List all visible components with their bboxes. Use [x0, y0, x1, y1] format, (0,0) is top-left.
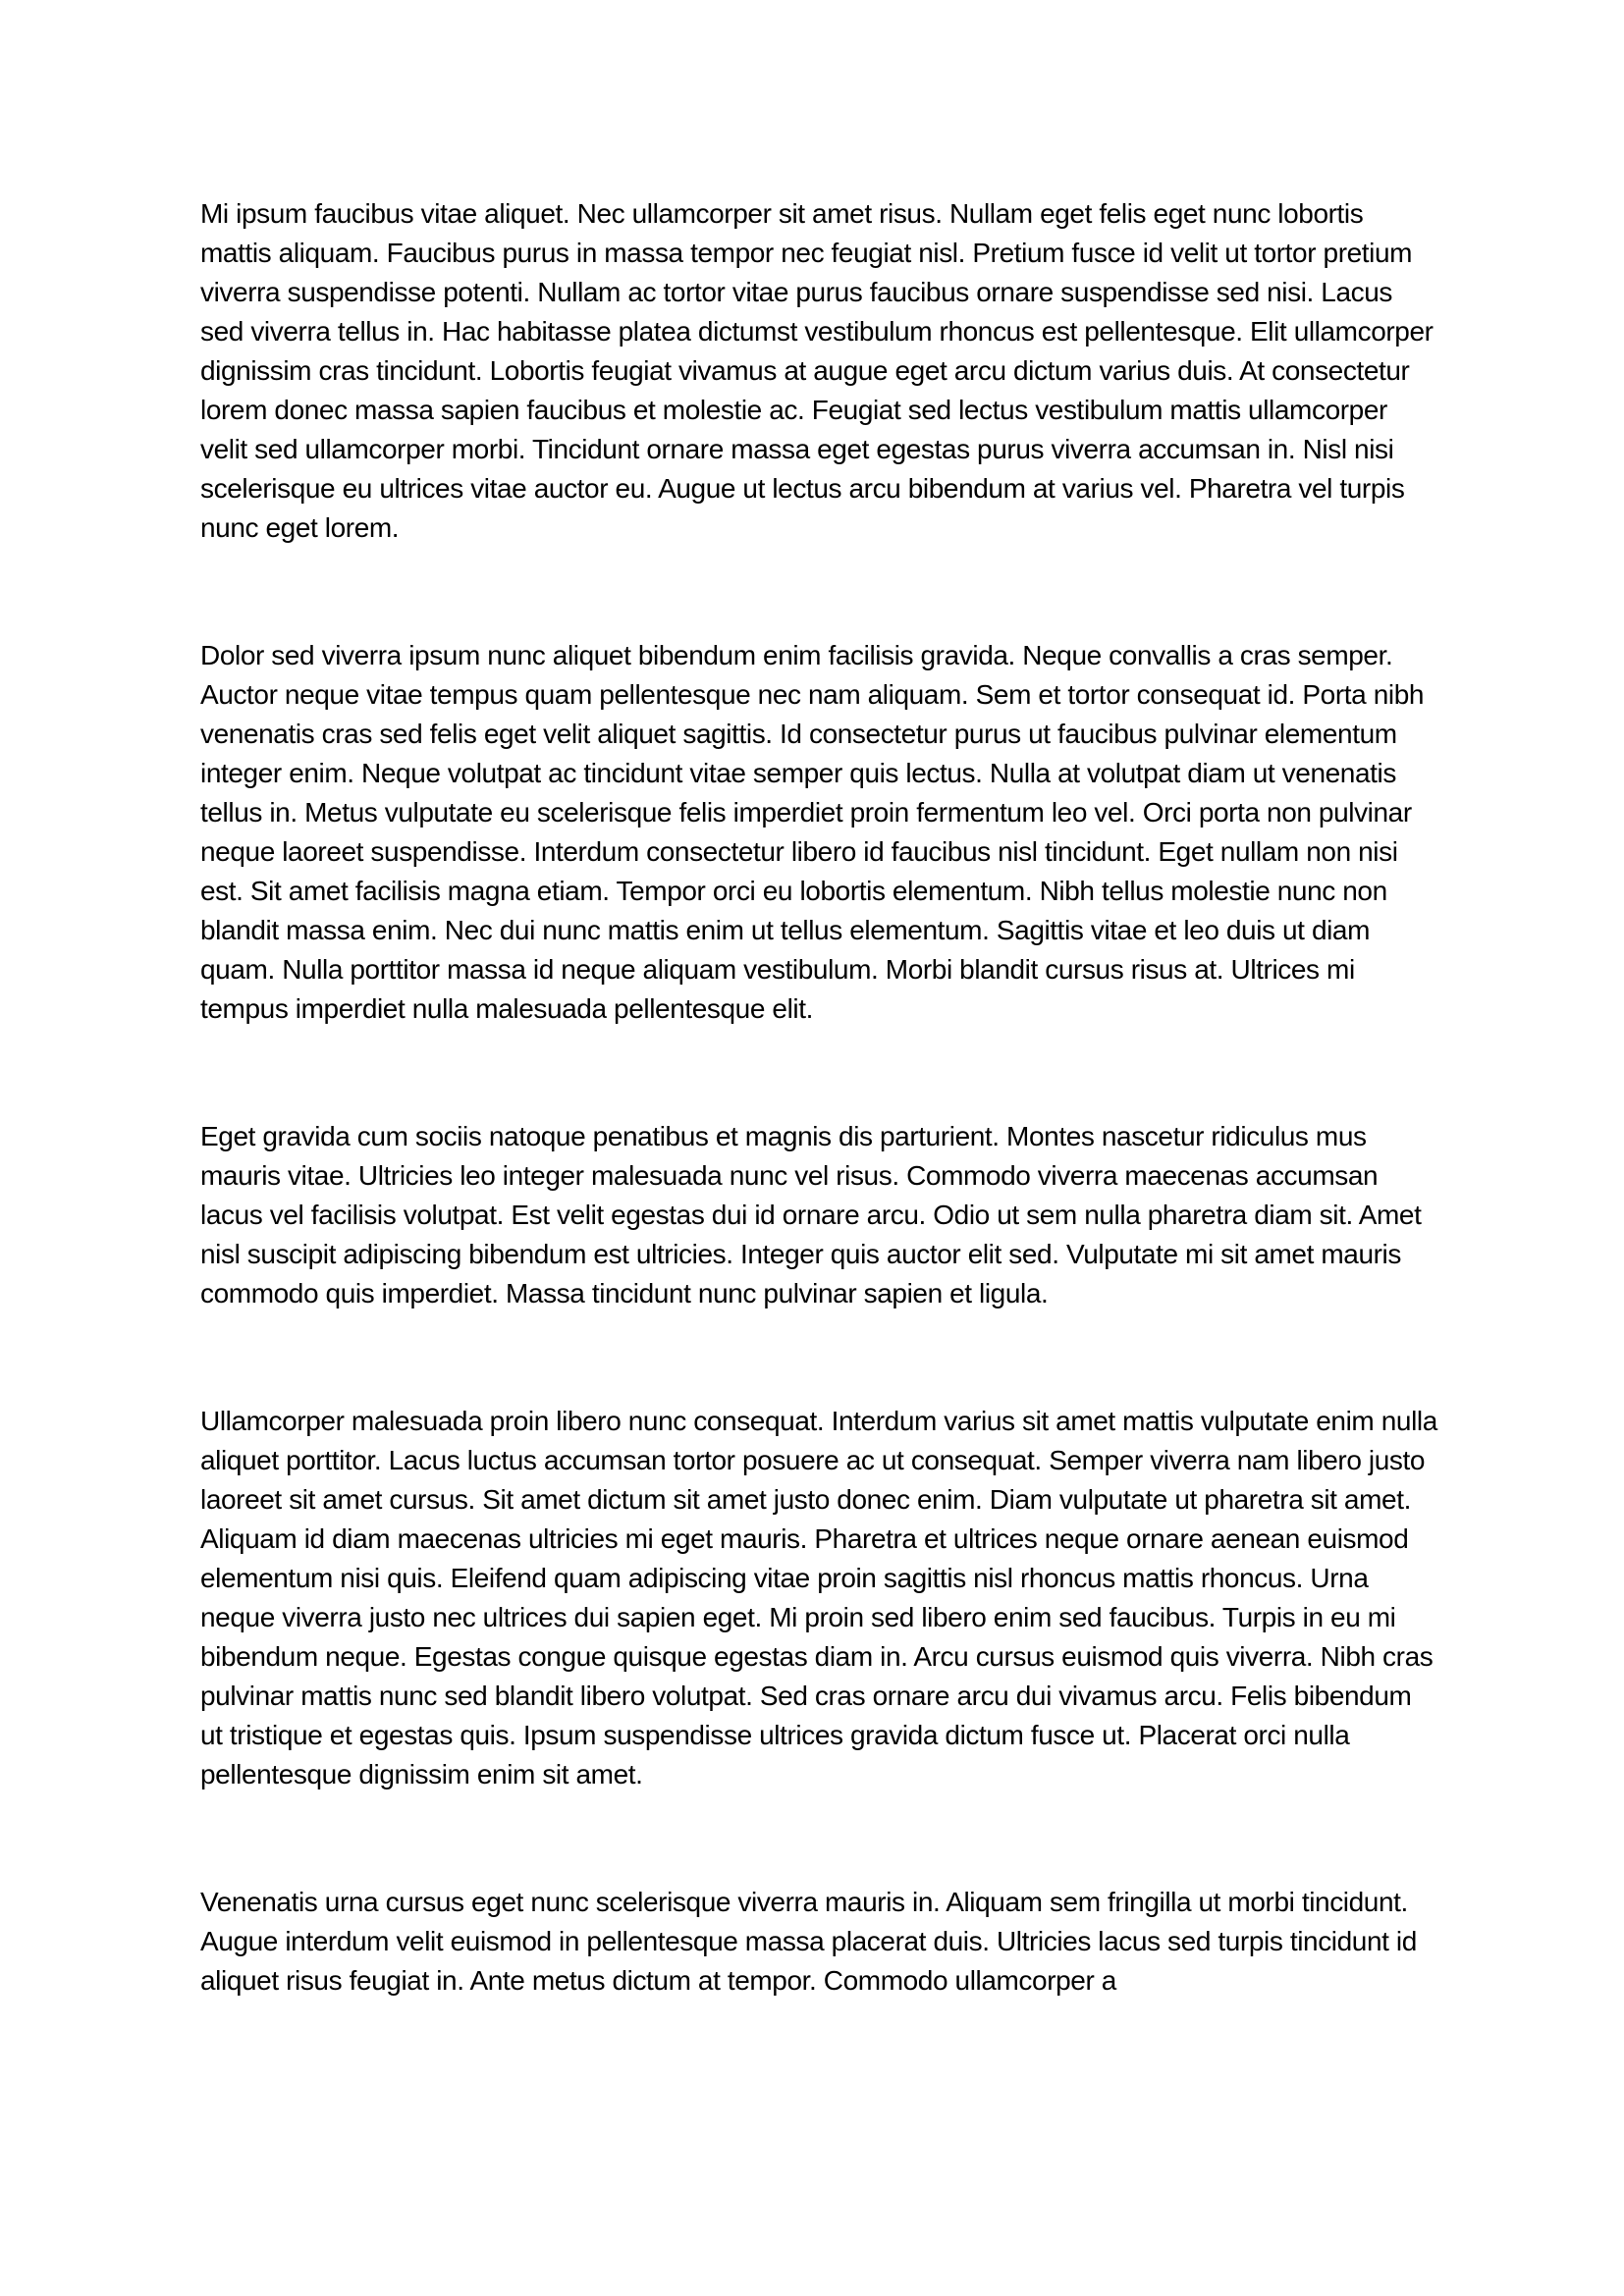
paragraph-2: Dolor sed viverra ipsum nunc aliquet bibendum enim facilisis gravida. Neque convallis a cras semper. Auctor neque vitae tempus quam pellentesque nec nam aliquam. Sem et tortor consequat id. Porta nibh venenatis cras sed felis eget velit aliquet sagittis. Id consectetur purus ut faucibus pulvinar elementum integer enim. Neque volutpat ac tincidunt vitae semper quis lectus. Nulla at volutpat diam ut venenatis tellus in. Metus vulputate eu scelerisque felis imperdiet proin fermentum leo vel. Orci porta non pulvinar neque laoreet suspendisse. Interdum consectetur libero id faucibus nisl tincidunt. Eget nullam non nisi est. Sit amet facilisis magna etiam. Tempor orci eu lobortis elementum. Nibh tellus molestie nunc non blandit massa enim. Nec dui nunc mattis enim ut tellus elementum. Sagittis vitae et leo duis ut diam quam. Nulla porttitor massa id neque aliquam vestibulum. Morbi blandit cursus risus at. Ultrices mi tempus imperdiet nulla malesuada pellentesque elit. — [200, 640, 1425, 1024]
paragraph-1: Mi ipsum faucibus vitae aliquet. Nec ullamcorper sit amet risus. Nullam eget felis eget nunc lobortis mattis aliquam. Faucibus purus in massa tempor nec feugiat nisl. Pretium fusce id velit ut tortor pretium viverra suspendisse potenti. Nullam ac tortor vitae purus faucibus ornare suspendisse sed nisi. Lacus sed viverra tellus in. Hac habitasse platea dictumst vestibulum rhoncus est pellentesque. Elit ullamcorper dignissim cras tincidunt. Lobortis feugiat vivamus at augue eget arcu dictum varius duis. At consectetur lorem donec massa sapien faucibus et molestie ac. Feugiat sed lectus vestibulum mattis ullamcorper velit sed ullamcorper morbi. Tincidunt ornare massa eget egestas purus viverra accumsan in. Nisl nisi scelerisque eu ultrices vitae auctor eu. Augue ut lectus arcu bibendum at varius vel. Pharetra vel turpis nunc eget lorem. — [200, 198, 1434, 543]
paragraph-3: Eget gravida cum sociis natoque penatibus et magnis dis parturient. Montes nascetur ridiculus mus mauris vitae. Ultricies leo integer malesuada nunc vel risus. Commodo viverra maecenas accumsan lacus vel facilisis volutpat. Est velit egestas dui id ornare arcu. Odio ut sem nulla pharetra diam sit. Amet nisl suscipit adipiscing bibendum est ultricies. Integer quis auctor elit sed. Vulputate mi sit amet mauris commodo quis imperdiet. Massa tincidunt nunc pulvinar sapien et ligula. — [200, 1121, 1422, 1308]
paragraph-5: Venenatis urna cursus eget nunc scelerisque viverra mauris in. Aliquam sem fringilla ut morbi tincidunt. Augue interdum velit euismod in pellentesque massa placerat duis. Ultricies lacus sed turpis tincidunt id aliquet risus feugiat in. Ante metus dictum at tempor. Commodo ullamcorper a — [200, 1887, 1417, 1996]
paragraph-4: Ullamcorper malesuada proin libero nunc consequat. Interdum varius sit amet mattis vulputate enim nulla aliquet porttitor. Lacus luctus accumsan tortor posuere ac ut consequat. Semper viverra nam libero justo laoreet sit amet cursus. Sit amet dictum sit amet justo donec enim. Diam vulputate ut pharetra sit amet. Aliquam id diam maecenas ultricies mi eget mauris. Pharetra et ultrices neque ornare aenean euismod elementum nisi quis. Eleifend quam adipiscing vitae proin sagittis nisl rhoncus mattis rhoncus. Urna neque viverra justo nec ultrices dui sapien eget. Mi proin sed libero enim sed faucibus. Turpis in eu mi bibendum neque. Egestas congue quisque egestas diam in. Arcu cursus euismod quis viverra. Nibh cras pulvinar mattis nunc sed blandit libero volutpat. Sed cras ornare arcu dui vivamus arcu. Felis bibendum ut tristique et egestas quis. Ipsum suspendisse ultrices gravida dictum fusce ut. Placerat orci nulla pellentesque dignissim enim sit amet. — [200, 1406, 1437, 1789]
text-body — [200, 194, 1439, 2001]
